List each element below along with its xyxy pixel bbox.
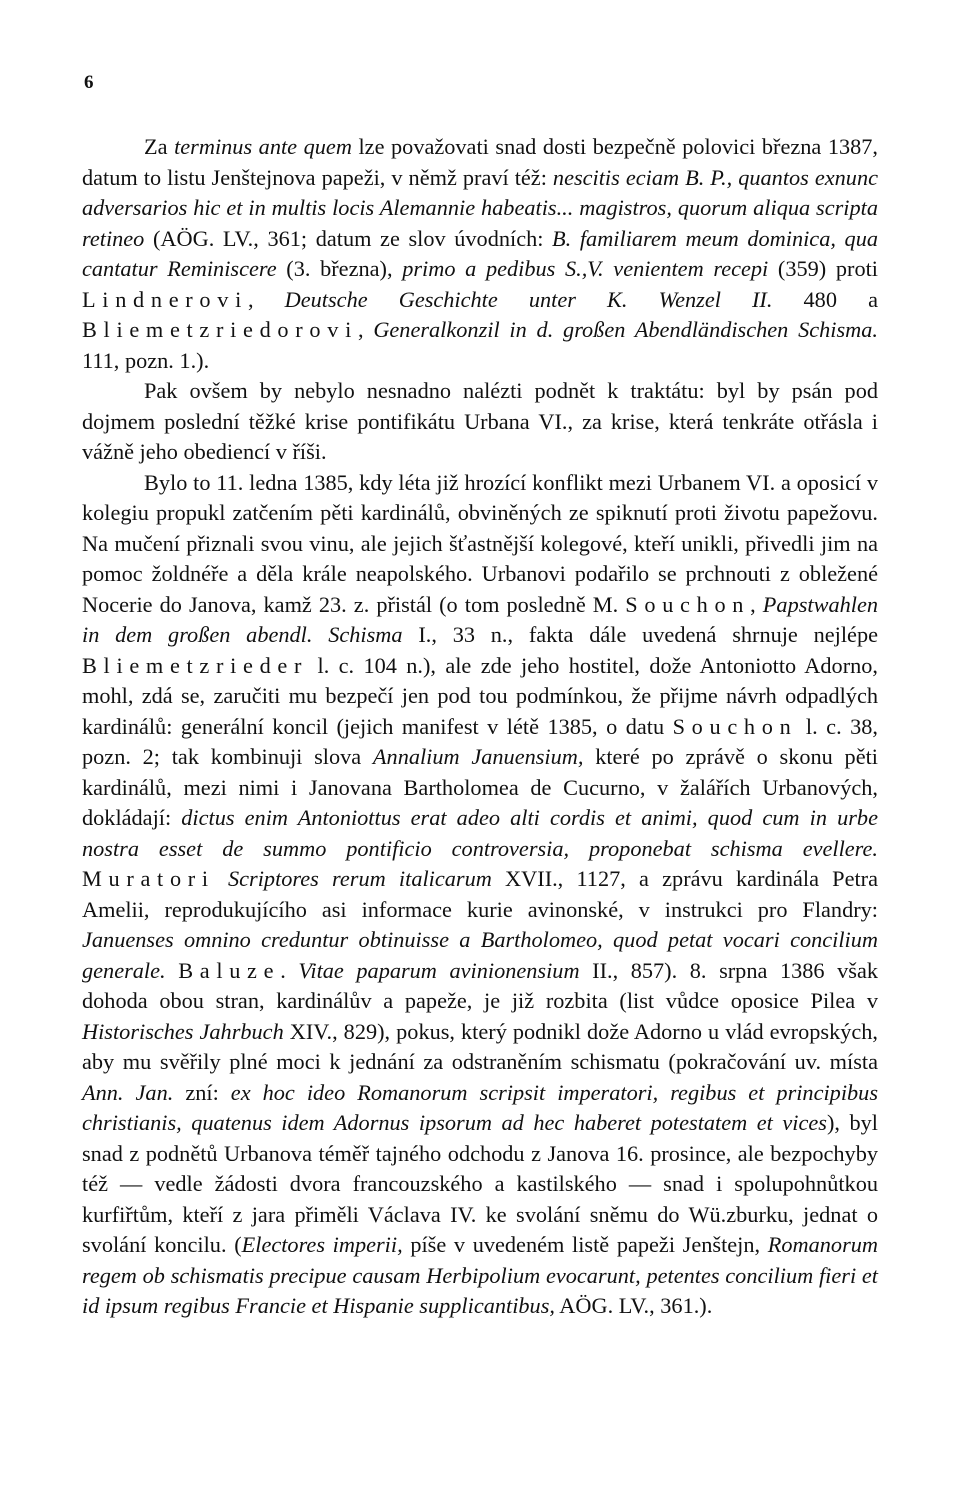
italic-text-run: Generalkonzil in d. großen Abendländischen Schisma. — [373, 317, 878, 342]
text-run: píše v uvedeném listě papeži Jenštejn, — [402, 1232, 768, 1257]
paragraph — [82, 376, 878, 468]
text-run: II., 857). 8. srpna 1386 však dohoda obou stran, kardinálův a papeže, je již rozbita (list vůdce oposice Pilea v — [82, 957, 879, 1013]
text-run: ), byl snad z podnětů Urbanova téměř tajného odchodu z Janova 16. prosince, ale bezpochyby též — vedle žádosti dvora francouzského a kastilského — snad i spolupohnůtkou kurfiřtům, kteří z jara přiměli Václava IV. ke svolání sněmu do Wü.zburku, jednat o svolání koncilu. ( — [82, 1110, 878, 1257]
text-run: l. c. 104 n.), ale zde jeho hostitel, dože Antoniotto Adorno, mohl, zdá se, zaručiti mu bezpečí jen pod tou podmínkou, že přijme návrh odpadlých kardinálů: generální koncil (jejich manifest v létě 1385, o datu — [82, 652, 878, 739]
text-run: . — [280, 957, 299, 983]
text-run: které po zprávě o skonu pěti kardinálů, mezi nimi i Janovana Bartholomea de Cucurno, v žalářích Urbanových, dokládají: — [82, 744, 878, 830]
text-run: lze považovati snad dosti bezpečně polovici března 1387, datum to listu Jenštejnova papeži, v němž praví též: — [82, 134, 879, 190]
text-run: (AÖG. LV., 361; datum ze slov úvodních: — [144, 225, 553, 251]
italic-text-run: Electores imperii, — [241, 1232, 403, 1257]
text-run: XIV., 829), pokus, který podnikl dože Adorno u vlád evropských, aby mu svěřily plné moci k jednání za odstraněním schismatu (pokračování uv. místa — [82, 1018, 878, 1074]
text-run: AÖG. LV., 361.). — [554, 1293, 713, 1318]
italic-text-run: ex hoc ideo Romanorum scripsit imperatori, regibus et principibus christianis, quatenus idem Adornus ipsorum ad hec haberet potestatem et vices — [82, 1079, 878, 1135]
text-run: XVII., 1127, a zprávu kardinála Petra Amelii, reprodukujícího asi informace kurie avinonské, v instrukci pro Flandry: — [82, 866, 878, 922]
spaced-name-run: Bliemetzrieder — [82, 652, 309, 678]
text-run: Bylo to 11. ledna 1385, kdy léta již hrozící konflikt mezi Urbanem VI. a oposicí v kolegiu propukl zatčením pěti kardinálů, obviněných ze spiknutí proti životu papežovu. Na mučení přiznali svou vinu, ale jejich šťastnější kolegové, kteří unikli, přivedli jim na pomoc žoldnéře a děla krále neapolského. Urbanovi podařilo se prchnouti z obležené Nocerie do Janova, kamž 23. z. přistál (o tom posledně M. — [82, 469, 878, 617]
text-run — [215, 866, 228, 891]
spaced-name-run: Bliemetzriedorovi — [82, 317, 358, 342]
paragraph — [82, 468, 878, 1322]
text-run: , — [247, 286, 285, 312]
italic-text-run: Januenses omnino creduntur obtinuisse a Bartholomeo, quod petat vocari concilium generale. — [82, 927, 878, 983]
italic-text-run: Deutsche Geschichte unter K. Wenzel II. — [284, 286, 773, 312]
italic-text-run: B. familiarem meum dominica, qua cantatur Reminiscere — [82, 225, 878, 281]
text-run: (3. března), — [276, 256, 403, 281]
italic-text-run: Papstwahlen in dem großen abendl. Schisma — [82, 591, 878, 647]
italic-text-run: Romanorum regem ob schismatis precipue causam Herbipolium evocarunt, petentes concilium fieri et id ipsum regibus Francie et Hispanie supplicantibus, — [82, 1232, 878, 1318]
italic-text-run: dictus enim Antoniottus erat adeo alti cordis et animi, quod cum in urbe nostra esset de summo pontificio controversia, proponebat schisma evellere. — [82, 805, 878, 861]
italic-text-run: Scriptores rerum italicarum — [228, 866, 492, 891]
text-run: (359) proti — [768, 256, 878, 281]
spaced-name-run: Lindnerovi — [82, 286, 248, 312]
text-run: 111, pozn. 1.). — [82, 347, 210, 373]
text-run: Za — [144, 134, 175, 159]
italic-text-run: Historisches Jahrbuch — [82, 1018, 284, 1044]
spaced-name-run: Souchon — [625, 591, 751, 617]
italic-text-run: Annalium Januensium, — [372, 744, 584, 769]
italic-text-run: nescitis eciam B. P., quantos exnunc adversarios hic et in multis locis Alemannie habeatis... magistros, quorum aliqua scripta retineo — [82, 164, 878, 251]
italic-text-run: terminus ante quem — [174, 134, 352, 159]
text-run: , — [750, 591, 763, 617]
italic-text-run: Ann. Jan. — [82, 1079, 174, 1105]
spaced-name-run: Baluze — [178, 957, 281, 983]
spaced-name-run: Muratori — [82, 866, 215, 891]
text-run: , — [357, 317, 374, 342]
spaced-name-run: Souchon — [672, 713, 798, 739]
page-number: 6 — [84, 72, 94, 93]
body-text — [82, 132, 878, 1322]
paragraph — [82, 132, 878, 376]
italic-text-run: Vitae paparum avinionensium — [298, 957, 580, 983]
text-run: 480 a — [772, 286, 878, 312]
text-run: I., 33 n., fakta dále uvedená shrnuje nejlépe — [402, 622, 878, 647]
text-run: Pak ovšem by nebylo nesnadno nalézti podnět k traktátu: byl by psán pod dojmem poslední těžké krise pontifikátu Urbana VI., za krise, která tenkráte otřásla i vážně jeho obediencí v říši. — [82, 378, 878, 464]
italic-text-run: primo a pedibus S.,V. venientem recepi — [402, 256, 769, 281]
text-run: l. c. 38, pozn. 2; tak kombinuji slova — [82, 713, 878, 769]
text-run — [166, 958, 179, 983]
text-run: zní: — [173, 1079, 231, 1105]
